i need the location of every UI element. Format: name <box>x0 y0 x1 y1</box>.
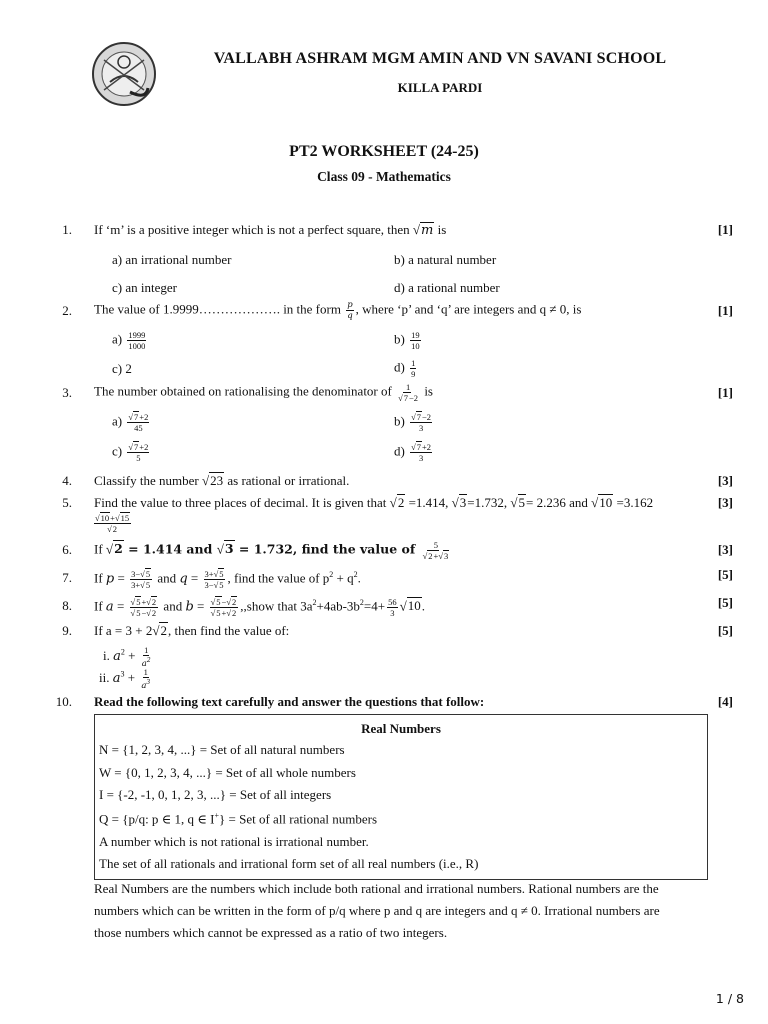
question-number: 10. <box>55 694 72 709</box>
question-number: 8. <box>62 598 72 613</box>
box-title: Real Numbers <box>361 721 441 736</box>
option-b: b) a natural number <box>394 252 497 267</box>
question-marks: [1] <box>717 385 733 400</box>
question-marks: [4] <box>717 694 733 709</box>
option-a: a) $\frac{1999}{1000}$ <box>112 330 146 351</box>
page-number: 1 / 8 <box>715 991 744 1006</box>
subpart-i: i. $a^2$ + $\frac{1}{a^2}$ <box>103 645 151 669</box>
box-line: A number which is not rational is irrational number. <box>99 834 369 849</box>
question-number: 7. <box>62 570 72 585</box>
box-line: N = {1, 2, 3, 4, ...} = Set of all natural numbers <box>99 742 345 757</box>
passage-line: Real Numbers are the numbers which include both rational and irrational numbers. Rational numbers are the <box>94 881 659 896</box>
question-number: 2. <box>62 303 72 318</box>
question-marks: [3] <box>717 542 733 557</box>
option-c: c) an integer <box>112 280 177 295</box>
question-marks: [1] <box>717 222 733 237</box>
question-text: If ‘m’ is a positive integer which is not a perfect square, then √m is <box>94 222 447 238</box>
question-marks: [3] <box>717 495 733 510</box>
question-marks: [5] <box>717 595 733 610</box>
question-text: If a = $\frac{√5+√2}{√5-√2}$ and b = $\frac{√5-√2}{√5+√2}$ ,,show that $3a^2+4ab-3b^2=4+$ $\frac{56}{3}$ √10. <box>94 596 425 618</box>
question-number: 3. <box>62 385 72 400</box>
box-line: I = {-2, -1, 0, 1, 2, 3, ...} = Set of all integers <box>99 787 332 802</box>
box-line: The set of all rationals and irrational form set of all real numbers (i.e., R) <box>99 856 479 871</box>
question-text: Classify the number √23 as rational or irrational. <box>94 473 350 488</box>
school-name: VALLABH ASHRAM MGM AMIN AND VN SAVANI SCHOOL <box>213 50 667 67</box>
question-marks: [1] <box>717 303 733 318</box>
passage-line: numbers which can be written in the form of p/q where p and q are integers and q ≠ 0. Irrational numbers are <box>94 903 660 918</box>
question-number: 4. <box>62 473 72 488</box>
option-d: d) $\frac{√7+2}{3}$ <box>394 442 432 463</box>
question-number: 9. <box>62 623 72 638</box>
question-text: If a = 3 + 2√2, then find the value of: <box>94 623 290 638</box>
question-marks: [3] <box>717 473 733 488</box>
option-a: a) $\frac{√7+2}{45}$ <box>112 412 149 433</box>
question-text: The number obtained on rationalising the denominator of $\frac{1}{√7-2}$ is <box>94 382 433 403</box>
option-a: a) an irrational number <box>112 252 232 267</box>
passage-line: those numbers which cannot be expressed as a ratio of two integers. <box>94 925 448 940</box>
question-text: Find the value to three places of decimal. It is given that √2 =1.414, √3=1.732, √5= 2.236 and √10 =3.162 <box>94 495 654 510</box>
option-d: d) a rational number <box>394 280 500 295</box>
question-text: If p = $\frac{3-√5}{3+√5}$ and q = $\frac{3+√5}{3-√5}$ , find the value of $p^2 + q^2$. <box>94 568 361 590</box>
worksheet-title: PT2 WORKSHEET (24-25) <box>289 143 479 160</box>
question-number: 1. <box>62 222 72 237</box>
real-numbers-box <box>94 714 708 880</box>
option-c: c) 2 <box>112 361 132 376</box>
option-c: c) $\frac{√7+2}{5}$ <box>112 442 149 463</box>
question-number: 5. <box>62 495 72 510</box>
question-marks: [5] <box>717 623 733 638</box>
school-emblem-icon <box>90 40 158 108</box>
question-text: Read the following text carefully and answer the questions that follow: <box>94 694 485 709</box>
question-marks: [5] <box>717 567 733 582</box>
subpart-ii: ii. $a^3$ + $\frac{1}{a^3}$ <box>99 667 151 691</box>
question-number: 6. <box>62 542 72 557</box>
school-location: KILLA PARDI <box>397 80 483 95</box>
option-b: b) $\frac{19}{10}$ <box>394 330 420 351</box>
box-line: W = {0, 1, 2, 3, 4, ...} = Set of all whole numbers <box>99 765 356 780</box>
option-d: d) $\frac{1}{9}$ <box>394 358 416 379</box>
class-subject: Class 09 - Mathematics <box>317 169 451 184</box>
box-line: Q = {p/q: p ∈ 1, q ∈ I+} = Set of all rational numbers <box>99 811 378 827</box>
question-text: If √2 = 1.414 and √3 = 1.732, find the value of $\frac{5}{√2+√3}$ <box>94 540 449 561</box>
expression: $\frac{√10+√15}{√2}$ <box>95 513 130 534</box>
option-b: b) $\frac{√7-2}{3}$ <box>394 412 432 433</box>
question-text: The value of 1.9999………………. in the form $\frac{p}{q}$ , where ‘p’ and ‘q’ are integers and q ≠ 0, is <box>94 300 582 321</box>
